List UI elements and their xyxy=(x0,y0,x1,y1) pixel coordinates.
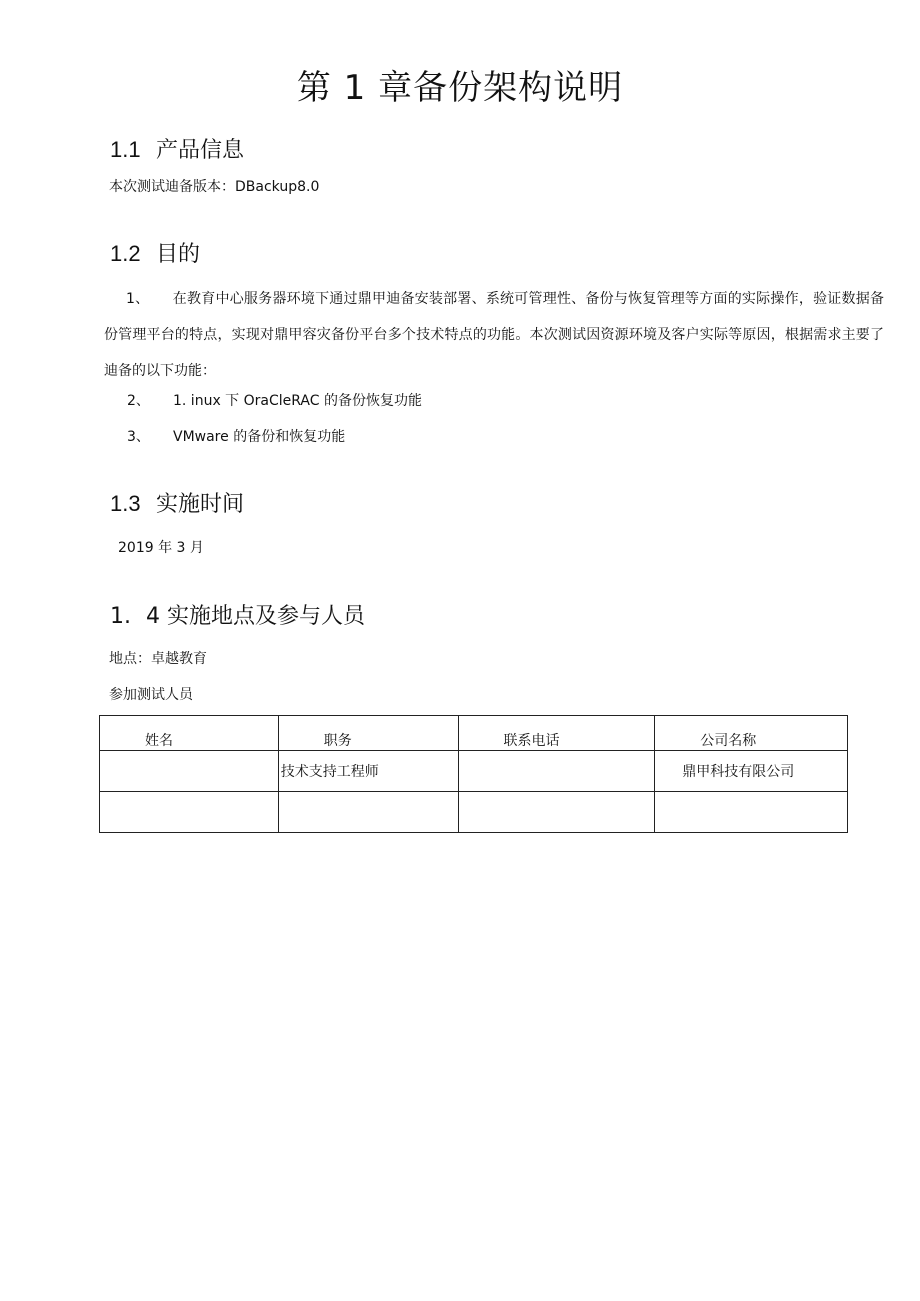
purpose-paragraph: 在教育中心服务器环境下通过鼎甲迪备安装部署、系统可管理性、备份与恢复管理等方面的实际操作，验证数据备份管理平台的特点，实现对鼎甲容灾备份平台多个技术特点的功能。本次测试因资源环境及客户实际等原因，根据需求主要了迪备的以下功能： xyxy=(104,291,884,379)
table-cell xyxy=(655,792,848,833)
section-heading-1-4 xyxy=(110,599,365,630)
location-text: 地点：卓越教育 xyxy=(109,651,207,667)
section-number: 1.2 xyxy=(110,241,141,266)
section-title: 产品信息 xyxy=(156,138,245,163)
table-header-row xyxy=(100,716,848,751)
table-cell xyxy=(458,792,655,833)
section-number: 1.1 xyxy=(110,137,141,162)
product-version-text: 本次测试迪备版本：DBackup8.0 xyxy=(109,179,320,195)
table-cell xyxy=(278,792,458,833)
participants-label: 参加测试人员 xyxy=(109,687,193,703)
purpose-item-2 xyxy=(127,390,422,410)
section-number: 1.3 xyxy=(110,491,141,516)
table-cell: 鼎甲科技有限公司 xyxy=(655,751,848,792)
table-cell xyxy=(100,792,279,833)
list-text: 1. inux 下 OraCleRAC 的备份恢复功能 xyxy=(173,393,422,409)
section-title: 目的 xyxy=(156,242,201,267)
table-cell xyxy=(458,751,655,792)
header-cell-role: 职务 xyxy=(278,716,458,751)
section-heading-1-1 xyxy=(110,133,244,164)
implementation-time: 2019 年 3 月 xyxy=(118,540,204,556)
header-cell-name: 姓名 xyxy=(100,716,279,751)
header-cell-phone: 联系电话 xyxy=(458,716,655,751)
chapter-title: 第 1 章备份架构说明 xyxy=(296,68,624,108)
table-cell: 技术支持工程师 xyxy=(278,751,458,792)
section-title: 实施时间 xyxy=(156,492,245,517)
section-title: 4 实施地点及参与人员 xyxy=(146,604,365,629)
header-cell-company: 公司名称 xyxy=(655,716,848,751)
purpose-item-1 xyxy=(104,281,884,389)
participants-table xyxy=(99,715,848,833)
section-number: 1. xyxy=(110,604,131,629)
purpose-item-3 xyxy=(127,426,345,446)
table-row xyxy=(100,792,848,833)
section-heading-1-2 xyxy=(110,237,200,268)
table-cell xyxy=(100,751,279,792)
section-heading-1-3 xyxy=(110,487,244,518)
list-index: 2、 xyxy=(127,393,150,409)
list-text: VMware 的备份和恢复功能 xyxy=(173,429,346,445)
table-row xyxy=(100,751,848,792)
list-index: 1、 xyxy=(126,291,150,307)
list-index: 3、 xyxy=(127,429,150,445)
